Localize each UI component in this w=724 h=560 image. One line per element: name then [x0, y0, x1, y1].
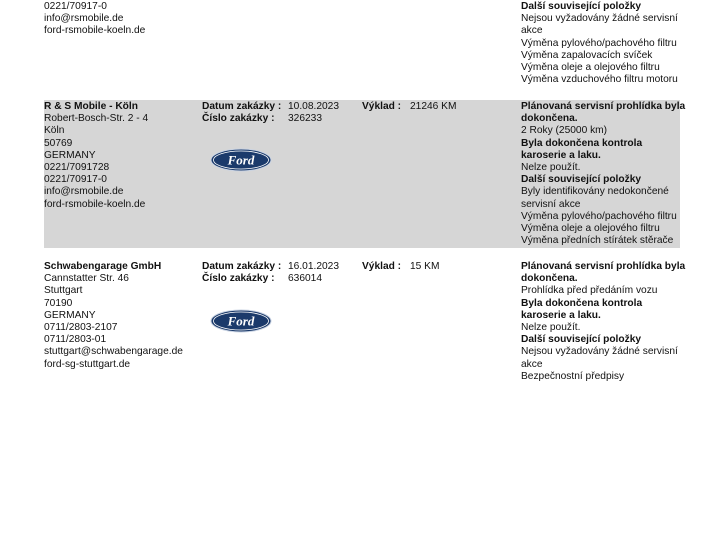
- order-number-label: Číslo zakázky :: [202, 113, 275, 125]
- service-details: [521, 101, 691, 247]
- service-details: [521, 1, 691, 86]
- dealer-postcode: 50769: [44, 137, 73, 149]
- service-line: Další související položky: [521, 174, 642, 186]
- service-line: servisní akce: [521, 198, 581, 210]
- service-line: Výměna pylového/pachového filtru: [521, 210, 677, 222]
- mileage-info: [362, 261, 522, 273]
- order-date-label: Datum zakázky :: [202, 101, 282, 112]
- order-number-label: Číslo zakázky :: [202, 273, 275, 285]
- ford-logo-icon: [210, 148, 272, 172]
- service-line: Výměna pylového/pachového filtru: [521, 37, 677, 49]
- dealer-email: stuttgart@schwabengarage.de: [44, 346, 183, 358]
- service-line: Bezpečnostní předpisy: [521, 370, 625, 382]
- dealer-phone: 0711/2803-2107: [44, 321, 118, 333]
- dealer-website: ford-sg-stuttgart.de: [44, 358, 131, 370]
- service-line: Nelze použít.: [521, 321, 581, 333]
- dealer-country: GERMANY: [44, 149, 96, 161]
- mileage-value: 21246 KM: [410, 101, 457, 112]
- dealer-website: ford-rsmobile-koeln.de: [44, 25, 146, 37]
- service-line: akce: [521, 358, 543, 370]
- dealer-address: [44, 261, 194, 371]
- order-date: 16.01.2023: [288, 261, 339, 272]
- mileage-label: Výklad :: [362, 101, 402, 112]
- dealer-postcode: 70190: [44, 297, 73, 309]
- service-line: 2 Roky (25000 km): [521, 125, 608, 137]
- order-date-label: Datum zakázky :: [202, 261, 282, 272]
- service-line: Byly identifikovány nedokončené: [521, 186, 669, 198]
- dealer-city: Stuttgart: [44, 285, 83, 297]
- service-line: Výměna oleje a olejového filtru: [521, 61, 660, 73]
- order-info: [202, 261, 362, 285]
- service-line: Výměna předních stírátek stěrače: [521, 235, 674, 247]
- service-line: Výměna zapalovacích svíček: [521, 49, 653, 61]
- service-line: Byla dokončena kontrola: [521, 137, 643, 149]
- dealer-phone: 0221/7091728: [44, 161, 110, 173]
- service-line: Další související položky: [521, 1, 642, 12]
- service-details: [521, 261, 691, 383]
- ford-logo-icon: [210, 309, 272, 333]
- service-line: karoserie a laku.: [521, 149, 601, 161]
- service-record-0: [44, 1, 680, 91]
- service-record-1: [44, 100, 686, 248]
- service-line: Prohlídka před předáním vozu: [521, 285, 658, 297]
- order-date: 10.08.2023: [288, 101, 339, 112]
- service-line: Výměna oleje a olejového filtru: [521, 222, 660, 234]
- service-line: Plánovaná servisní prohlídka byla: [521, 261, 686, 272]
- svg-text:Ford: Ford: [227, 152, 255, 168]
- dealer-street: Cannstatter Str. 46: [44, 273, 129, 285]
- dealer-address: [44, 101, 194, 211]
- dealer-email: info@rsmobile.de: [44, 186, 124, 198]
- mileage-info: [362, 101, 522, 113]
- order-number: 326233: [288, 113, 322, 125]
- service-line: Výměna vzduchového filtru motoru: [521, 74, 678, 86]
- dealer-address: [44, 1, 194, 38]
- dealer-city: Köln: [44, 125, 65, 137]
- dealer-phone-2: 0221/70917-0: [44, 174, 107, 186]
- service-line: akce: [521, 25, 543, 37]
- svg-text:Ford: Ford: [227, 313, 255, 329]
- order-number: 636014: [288, 273, 322, 285]
- mileage-label: Výklad :: [362, 261, 402, 272]
- dealer-name: Schwabengarage GmbH: [44, 261, 162, 272]
- dealer-phone: 0221/70917-0: [44, 1, 107, 12]
- dealer-email: info@rsmobile.de: [44, 13, 124, 25]
- service-line: Nejsou vyžadovány žádné servisní: [521, 13, 678, 25]
- service-line: Další související položky: [521, 334, 642, 346]
- service-line: Nelze použít.: [521, 161, 581, 173]
- dealer-website: ford-rsmobile-koeln.de: [44, 198, 146, 210]
- service-line: dokončena.: [521, 273, 578, 285]
- service-line: karoserie a laku.: [521, 309, 601, 321]
- dealer-country: GERMANY: [44, 309, 96, 321]
- service-line: Byla dokončena kontrola: [521, 297, 643, 309]
- service-line: Plánovaná servisní prohlídka byla: [521, 101, 686, 112]
- mileage-value: 15 KM: [410, 261, 440, 272]
- service-line: dokončena.: [521, 113, 578, 125]
- dealer-phone-2: 0711/2803-01: [44, 334, 107, 346]
- order-info: [202, 101, 362, 125]
- service-record-2: [44, 261, 686, 391]
- dealer-name: R & S Mobile - Köln: [44, 101, 138, 112]
- service-line: Nejsou vyžadovány žádné servisní: [521, 346, 678, 358]
- dealer-street: Robert-Bosch-Str. 2 - 4: [44, 113, 149, 125]
